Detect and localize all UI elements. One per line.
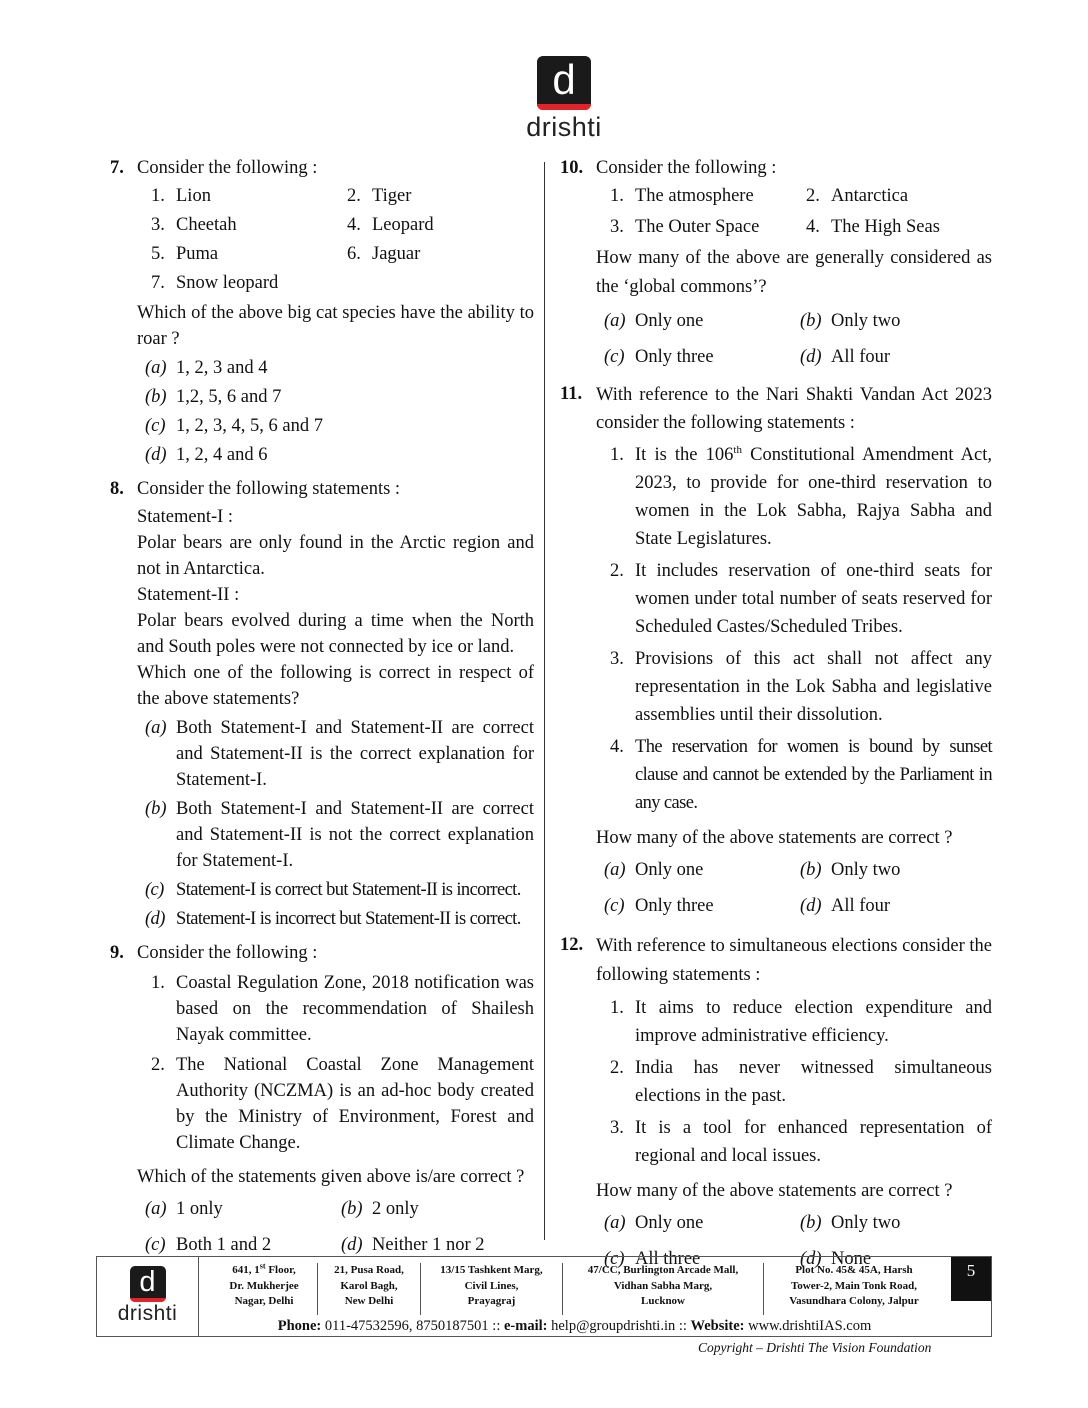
question-stem: With reference to simultaneous elections consider the following statements :: [596, 936, 992, 985]
question-prompt: How many of the above statements are correct ?: [596, 828, 953, 848]
option-a: (a) Only one: [604, 1213, 704, 1233]
statement-2: Polar bears evolved during a time when the North and South poles were not connected by ice or land.: [137, 611, 534, 657]
question-number: 10.: [560, 158, 584, 178]
list-item: 2. It includes reservation of one-third seats for women under total number of seats reserved for Scheduled Castes/Scheduled Tribes.: [610, 561, 992, 637]
address-jaipur: Plot No. 45& 45A, Harsh Tower-2, Main Tonk Road, Vasundhara Colony, Jalpur: [789, 1264, 919, 1307]
question-stem: Consider the following statements :: [137, 479, 401, 499]
option-a: (a) 1, 2, 3 and 4: [145, 358, 268, 378]
option-c: (c) Both 1 and 2: [145, 1235, 272, 1255]
list-item: 2. Tiger: [347, 186, 412, 206]
list-item: 2. The National Coastal Zone Management Authority (NCZMA) is an ad-hoc body created by the Ministry of Environment, Forest and Climate Change.: [151, 1055, 534, 1153]
question-number: 9.: [110, 943, 124, 963]
list-item: 1. It is the 106th Constitutional Amendment Act, 2023, to provide for one-third reservation to women in the Lok Sabha, Rajya Sabha and State Legislatures.: [610, 443, 992, 549]
statement-2-label: Statement-II :: [137, 585, 240, 605]
question-prompt: Which of the statements given above is/are correct ?: [137, 1167, 525, 1187]
right-column: [560, 153, 992, 1278]
footer-logo: [97, 1257, 199, 1336]
list-item: 4. Leopard: [347, 215, 434, 235]
column-divider: [544, 162, 545, 1240]
question-number: 12.: [560, 935, 584, 955]
options-grid: [137, 1193, 534, 1261]
option-c: (c) All three: [604, 1249, 701, 1269]
option-b: (b) Only two: [800, 1213, 901, 1233]
left-column: [110, 153, 534, 1264]
question-number: 8.: [110, 479, 124, 499]
list-item: 1. Coastal Regulation Zone, 2018 notification was based on the recommendation of Shailesh Nayak committee.: [151, 973, 534, 1045]
page-footer: [96, 1256, 992, 1337]
list-item: 3. Cheetah: [151, 215, 237, 235]
option-a: (a) Both Statement-I and Statement-II are correct and Statement-II is the correct explanation for Statement-I.: [145, 718, 534, 790]
statement-1: Polar bears are only found in the Arctic region and not in Antarctica.: [137, 533, 534, 579]
option-c: (c) Only three: [604, 347, 714, 367]
address-delhi-1: 641, 1st Floor, Dr. Mukherjee Nagar, Delhi: [211, 1263, 318, 1315]
question-prompt: How many of the above are generally considered as the ‘global commons’?: [596, 248, 992, 297]
address-lucknow: 47/CC, Burlington Arcade Mall, Vidhan Sabha Marg, Lucknow: [563, 1263, 764, 1315]
option-b: (b) 2 only: [341, 1199, 419, 1219]
list-item: 7. Snow leopard: [151, 273, 279, 293]
option-d: (d) All four: [800, 347, 891, 367]
options-grid: [596, 305, 992, 373]
logo-wordmark: drishti: [526, 112, 602, 142]
list-item: 3. It is a tool for enhanced representation of regional and local issues.: [610, 1118, 992, 1166]
question-10: [560, 155, 992, 373]
question-number: 11.: [560, 384, 583, 404]
list-item: 2. India has never witnessed simultaneous elections in the past.: [610, 1058, 992, 1106]
option-a: (a) 1 only: [145, 1199, 223, 1219]
question-11: [560, 381, 992, 922]
option-c: (c) Statement-I is correct but Statement-II is incorrect.: [145, 880, 521, 900]
option-d: (d) All four: [800, 896, 891, 916]
question-stem: Consider the following :: [596, 158, 777, 178]
copyright: Copyright – Drishti The Vision Foundation: [698, 1340, 932, 1355]
page-number: 5: [951, 1257, 991, 1301]
item-grid: [137, 183, 534, 296]
option-c: (c) Only three: [604, 896, 714, 916]
option-b: (b) Only two: [800, 860, 901, 880]
logo-icon: d: [537, 56, 591, 110]
question-stem: Consider the following :: [137, 158, 318, 178]
option-b: (b) Both Statement-I and Statement-II are correct and Statement-II is not the correct explanation for Statement-I.: [145, 799, 534, 871]
question-8: [110, 476, 534, 932]
option-d: (d) Statement-I is incorrect but Statement-II is correct.: [145, 909, 521, 929]
question-12: [560, 932, 992, 1275]
list-item: 3. Provisions of this act shall not affect any representation in the Lok Sabha and legislative assemblies until their dissolution.: [610, 649, 992, 725]
question-prompt: How many of the above statements are correct ?: [596, 1181, 953, 1201]
option-c: (c) 1, 2, 3, 4, 5, 6 and 7: [145, 416, 323, 436]
list-item: 4. The reservation for women is bound by sunset clause and cannot be extended by the Parliament in any case.: [610, 737, 992, 813]
list-item: 3. The Outer Space: [610, 217, 760, 237]
question-9: [110, 940, 534, 1261]
question-number: 7.: [110, 158, 124, 178]
question-prompt: Which one of the following is correct in respect of the above statements?: [137, 663, 534, 709]
list-item: 4. The High Seas: [806, 217, 940, 237]
question-stem: Consider the following :: [137, 943, 318, 963]
list-item: 2. Antarctica: [806, 186, 909, 206]
contact-line: Phone: 011-47532596, 8750187501 :: e-mail: help@groupdrishti.in :: Website: www.drishtiIAS.com: [277, 1318, 872, 1334]
list-item: 1. It aims to reduce election expenditure and improve administrative efficiency.: [610, 998, 992, 1046]
statement-1-label: Statement-I :: [137, 507, 234, 527]
option-d: (d) None: [800, 1249, 872, 1269]
address-prayagraj: 13/15 Tashkent Marg, Civil Lines, Prayagraj: [421, 1263, 563, 1315]
question-prompt: Which of the above big cat species have the ability to roar ?: [137, 303, 534, 349]
question-stem: With reference to the Nari Shakti Vandan Act 2023 consider the following statements :: [596, 385, 992, 433]
list-item: 6. Jaguar: [347, 244, 421, 264]
logo-wordmark: drishti: [117, 1302, 178, 1325]
option-b: (b) Only two: [800, 311, 901, 331]
question-7: [110, 155, 534, 468]
drishti-logo: [516, 56, 612, 143]
list-item: 1. The atmosphere: [610, 186, 754, 206]
options-grid: [596, 854, 992, 922]
list-item: 1. Lion: [151, 186, 211, 206]
item-grid: [596, 183, 992, 240]
option-a: (a) Only one: [604, 311, 704, 331]
option-a: (a) Only one: [604, 860, 704, 880]
address-delhi-2: 21, Pusa Road, Karol Bagh, New Delhi: [318, 1263, 421, 1315]
option-d: (d) 1, 2, 4 and 6: [145, 445, 268, 465]
option-b: (b) 1,2, 5, 6 and 7: [145, 387, 282, 407]
list-item: 5. Puma: [151, 244, 219, 264]
logo-icon: d: [130, 1266, 166, 1302]
option-d: (d) Neither 1 nor 2: [341, 1235, 485, 1255]
